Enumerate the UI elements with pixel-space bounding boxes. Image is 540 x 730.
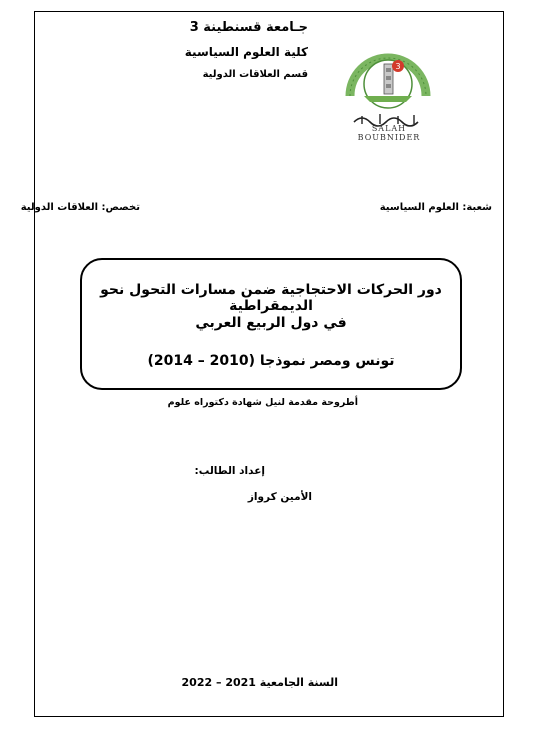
author-label: إعداد الطالب:	[194, 465, 265, 477]
thesis-note: أطروحة مقدمة لنيل شهادة دكتوراه علوم	[167, 397, 358, 408]
thesis-title-box	[80, 258, 462, 390]
thesis-title-line-2: في دول الربيع العربي	[195, 315, 347, 331]
thesis-title-line-1: دور الحركات الاحتجاجية ضمن مسارات التحول نحو الديمقراطية	[100, 282, 442, 314]
university-logo-icon	[340, 36, 436, 136]
branch-label: شعبة: العلوم السياسية	[379, 202, 492, 213]
author-name: الأمين كرواز	[247, 491, 312, 503]
thesis-title-line-3: تونس ومصر نموذجا (2010 – 2014)	[147, 353, 395, 369]
department-name: قسم العلاقات الدولية	[202, 69, 308, 80]
university-name: جـامعة قسنطينة 3	[189, 20, 308, 35]
academic-year: السنة الجامعية 2021 – 2022	[181, 676, 338, 689]
logo-caption: SALAH BOUBNIDER	[357, 124, 421, 142]
svg-text:3: 3	[395, 62, 401, 71]
specialty-label: تخصص: العلاقات الدولية	[20, 202, 140, 213]
faculty-name: كلية العلوم السياسية	[184, 45, 308, 59]
